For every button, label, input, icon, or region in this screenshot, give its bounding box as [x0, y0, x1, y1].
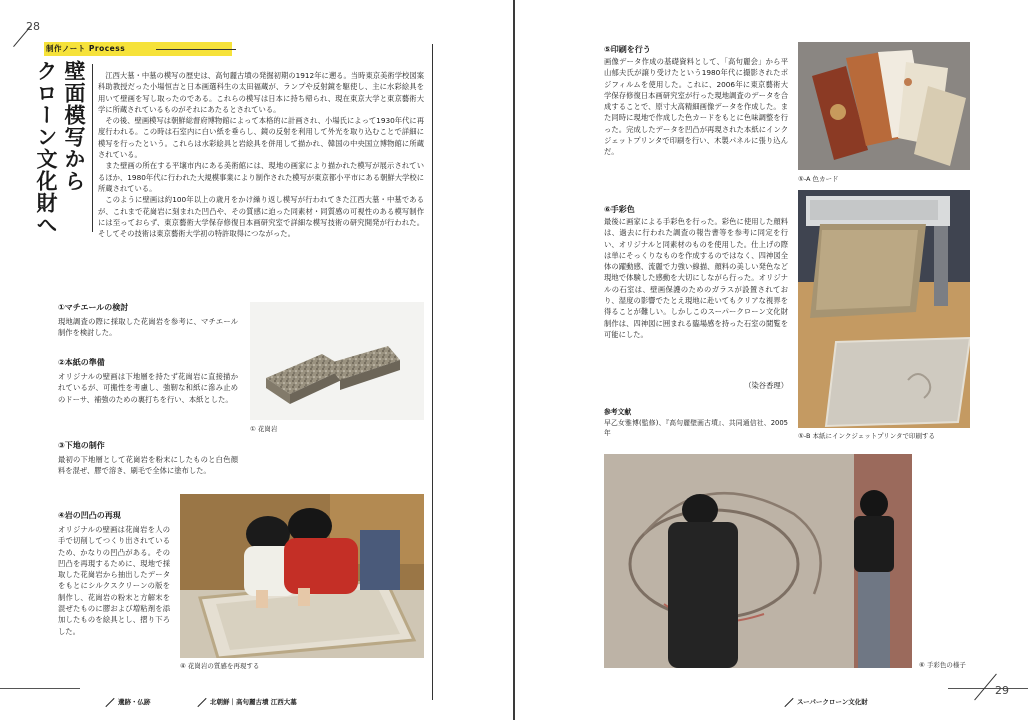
intro-text [98, 70, 424, 239]
section-heading: ⑤印刷を行う [604, 45, 651, 54]
title-line: クローン文化財へ [34, 60, 59, 236]
section-banner [44, 42, 232, 56]
section-heading: ②本紙の準備 [58, 358, 105, 367]
title-rule [92, 64, 93, 232]
screen-print-caption: ④ 花崗岩の質感を再現する [180, 662, 260, 670]
section-text: 最初の下地層として花崗岩を粉末にしたものと白色顔料を混ぜ、膠で溶き、刷毛で全体に塗布した。 [58, 455, 238, 476]
section-text: 画像データ作成の基礎資料として、「高句麗会」から平山郁夫氏が譲り受けたという1980年代に撮影されたポジフィルムを使用した。これに、2006年に東京藝術大学保存修復日本画研究室が行った現地調査のデータを合成することで、原寸大高精細画像データを作成した。また同時に現地で作成した色カードをもとに色味調整を行った。完成したデータを凹凸が再現された本紙にインクジェットプリンタで印刷を行い、木製パネルに張り込んだ。 [604, 57, 788, 157]
left-page [0, 0, 513, 720]
page-number: 29 [995, 684, 1009, 697]
inkjet-print-photo [798, 190, 970, 428]
intro-paragraph: また壁画の所在する平壌市内にある美術館には、現地の画家により描かれた模写が展示されているほか、1980年代に行われた大規模事業により制作された模写が東京都小平市にある朝鮮大学校に所蔵されている。 [98, 161, 424, 193]
screen-print-photo [180, 494, 424, 658]
section-text: 最後に画家による手彩色を行った。彩色に使用した顔料は、過去に行われた調査の報告書等を参考に同定を行い、オリジナルと同素材のものを使用した。仕上げの際は単にそっくりなものを作成するのではなく、四神図全体の躍動感、流麗で力強い線描、顔料の美しい発色など現地で体験した感動を大切にしながら行った。オリジナルの石室は、壁画保護のためのガラスが設置されており、湿度の影響でたとえ現地に赴いてもクリアな視界を得ることが難しい。しかしこのスーパークローン文化財制作は、四神図に囲まれる臨場感を持った石室の閲覧を可能にした。 [604, 217, 788, 339]
hand-painting-photo [604, 454, 912, 668]
color-cards-photo [798, 42, 970, 170]
section-heading: ①マチエールの検討 [58, 303, 129, 312]
footer-line [948, 688, 1028, 689]
banner-line [156, 49, 236, 50]
footer-location: 北朝鮮｜高句麗古墳 江西大墓 [196, 697, 297, 706]
inkjet-print-caption: ⑤-B 本紙にインクジェットプリンタで印刷する [798, 432, 935, 440]
article-title [32, 60, 88, 240]
author-signature: （染谷香理） [744, 381, 788, 390]
section-heading: ⑥手彩色 [604, 205, 635, 214]
section-heading: ③下地の制作 [58, 441, 105, 450]
references-text: 早乙女雅博(監修)、『高句麗壁画古墳』、共同通信社、2005年 [604, 419, 788, 437]
right-page [515, 0, 1028, 720]
references-heading: 参考文献 [604, 408, 632, 416]
section-text: 現地調査の際に採取した花崗岩を参考に、マチエール制作を検討した。 [58, 317, 238, 338]
section-text: オリジナルの壁画は花崗岩を人の手で切削してつくり出されているため、かなりの凹凸がある。その凹凸を再現するために、現地で採取した花崗岩から抽出したデータをもとにシルクスクリーンの版を制作し、花崗岩の粉末と方解末を混ぜたものに膠および増粘剤を添加したものを絵具とし、摺り下ろした。 [58, 525, 170, 636]
section-text: オリジナルの壁画は下地層を持たず花崗岩に直接描かれているが、可搬性を考慮し、強靭な和紙に滲み止めのドーサ、補強のための裏打ちを行い、本紙とした。 [58, 372, 238, 404]
footer-series: スーパークローン文化財 [783, 697, 868, 706]
column-rule [432, 44, 433, 700]
footer-category: 遺跡・仏跡 [104, 697, 151, 706]
intro-paragraph: このように壁画は約100年以上の歳月をかけ繰り返し模写が行われてきた江西大墓・中墓であるが、これまで花崗岩に刻まれた凹凸や、その質感に迫った同素材・同質感の可視性のある模写制作には至っておらず、東京藝術大学保存修復日本画研究室で詳細な模写技術の研究開発が行われた。そしてその技術は東京藝術大学初の特許取得につながった。 [98, 195, 424, 239]
intro-paragraph: その後、壁画模写は朝鮮総督府博物館によって本格的に計画され、小場氏によって1930年代に再度行われる。この時は石室内に白い紙を垂らし、鏡の反射を利用して外光を取り込むことで詳細に模写を行ったという。これらは水彩絵具と岩絵具を併用して描かれ、韓国の中央国立博物館に所蔵されている。 [98, 116, 424, 160]
section-heading: ④岩の凹凸の再現 [58, 511, 121, 520]
intro-paragraph: 江西大墓・中墓の模写の歴史は、高句麗古墳の発掘初期の1912年に遡る。当時東京美術学校図案科助教授だった小場恒吉と日本画選科生の太田福蔵が、ランプや反射鏡を駆使し、主に水彩絵具を用いて壁画を写し取ったのである。これらの模写は日本に持ち帰られ、現在東京大学と東京藝術大学に所蔵されているものがそれにあたるとされている。 [98, 71, 424, 114]
hand-painting-caption: ⑥ 手彩色の様子 [919, 661, 966, 669]
page-number-slash [974, 674, 997, 701]
footer-line [0, 688, 80, 689]
banner-text: 制作ノート Process [46, 44, 126, 53]
granite-caption: ① 花崗岩 [250, 425, 278, 433]
color-cards-caption: ⑤-A 色カード [798, 175, 839, 183]
title-line: 壁面模写から [62, 60, 87, 192]
granite-photo [250, 302, 424, 420]
page-number: 28 [26, 20, 40, 33]
